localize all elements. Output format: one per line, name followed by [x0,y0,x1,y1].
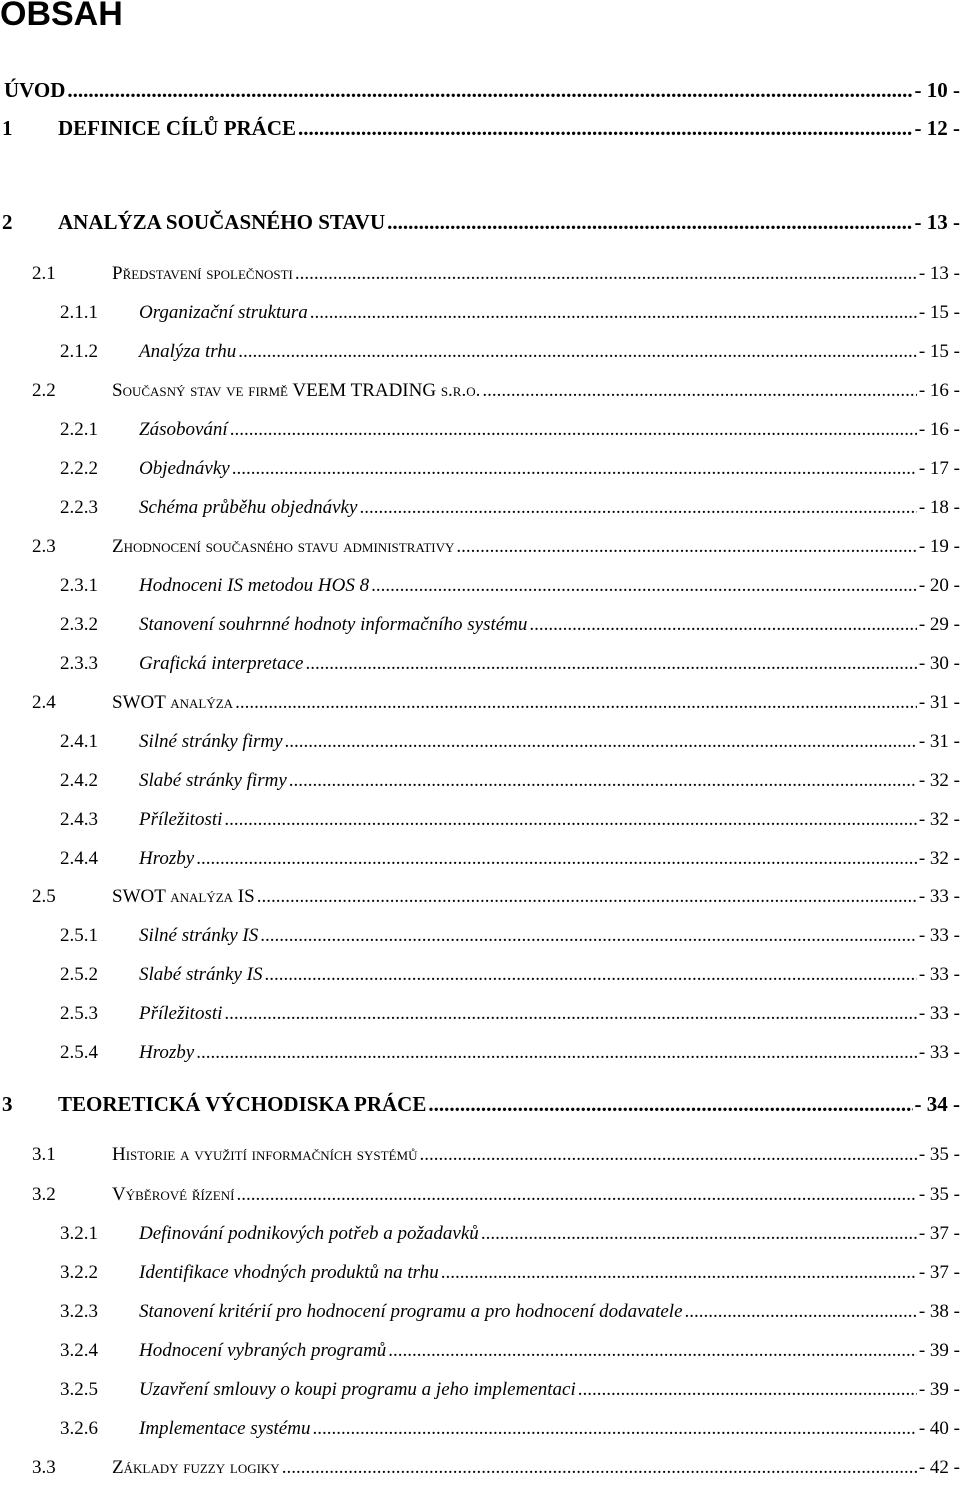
toc-entry-title: SWOT analýza IS [112,886,255,907]
toc-entry[interactable] [0,614,960,644]
toc-entry-page: - 37 - [918,1262,960,1283]
toc-entry[interactable] [0,1418,960,1448]
toc-entry-title: Objednávky [139,458,230,479]
toc-entry-page: - 33 - [918,1003,960,1024]
toc-entry-number: 2.1.1 [60,302,98,323]
toc-entry-line [139,770,960,792]
toc-entry-title: Silné stránky firmy [139,731,283,752]
toc-entry-title: Výběrové řízení [112,1184,235,1205]
toc-entry[interactable] [0,1457,960,1487]
toc-entry-line [112,1184,960,1206]
toc-entry-number: 2.2.2 [60,458,98,479]
toc-entry[interactable] [0,380,960,410]
toc-entry-number: 3.2.5 [60,1379,98,1400]
toc-entry[interactable] [0,263,960,293]
toc-entry-number: 2.5.3 [60,1003,98,1024]
toc-entry-page: - 37 - [918,1223,960,1244]
toc-entry-number: 3.2 [32,1184,56,1205]
toc-entry-page: - 34 - [914,1092,960,1116]
toc-entry[interactable] [0,341,960,371]
toc-entry-number: 3.2.1 [60,1223,98,1244]
toc-entry-title: Příležitosti [139,809,223,830]
toc-entry-line [58,1092,960,1117]
toc-entry-title: Stanovení kritérií pro hodnocení programu a pro hodnocení dodavatele [139,1301,683,1322]
toc-entry-title: Historie a využití informačních systémů [112,1144,418,1165]
dot-leader [456,536,916,558]
toc-entry-page: - 15 - [918,302,960,323]
dot-leader [196,1042,917,1064]
toc-entry-page: - 13 - [914,210,960,234]
toc-entry[interactable] [0,809,960,839]
toc-entry-page: - 32 - [918,809,960,830]
dot-leader [295,263,917,285]
dot-leader [224,809,916,831]
toc-entry-line [139,419,960,441]
toc-entry-line [139,1262,960,1284]
toc-entry-title: Organizační struktura [139,302,308,323]
dot-leader [388,1340,917,1362]
toc-entry[interactable] [0,1340,960,1370]
dot-leader [310,302,917,324]
toc-entry-line [139,1340,960,1362]
toc-entry-title: Schéma průběhu objednávky [139,497,358,518]
dot-leader [387,210,912,235]
toc-entry-line [139,575,960,597]
toc-entry-title: Silné stránky IS [139,925,259,946]
toc-entry-title: Základy fuzzy logiky [112,1457,280,1478]
toc-entry[interactable] [0,731,960,761]
toc-entry-page: - 16 - [918,380,960,401]
toc-entry-line [139,1042,960,1064]
toc-entry-number: 2.5 [32,886,56,907]
toc-entry-page: - 31 - [918,692,960,713]
toc-entry-title: Hodnoceni IS metodou HOS 8 [139,575,370,596]
toc-entry[interactable] [0,302,960,332]
toc-entry-number: 2.2.1 [60,419,98,440]
toc-entry[interactable] [0,1262,960,1292]
dot-leader [282,1457,917,1479]
toc-entry[interactable] [0,116,960,146]
toc-entry-page: - 33 - [918,964,960,985]
toc-entry-page: - 38 - [918,1301,960,1322]
toc-entry-number: 3 [2,1092,13,1116]
toc-entry-line [58,116,960,141]
dot-leader [238,341,917,363]
toc-entry-page: - 13 - [918,263,960,284]
toc-entry[interactable] [0,78,960,108]
toc-entry[interactable] [0,1301,960,1331]
toc-entry[interactable] [0,1003,960,1033]
toc-entry-number: 2.5.2 [60,964,98,985]
toc-entry[interactable] [0,536,960,566]
toc-entry-line [112,692,960,714]
toc-entry-line [139,925,960,947]
toc-entry-number: 2.5.4 [60,1042,98,1063]
dot-leader [67,78,912,103]
toc-entry-number: 2.4.3 [60,809,98,830]
toc-entry-title: Implementace systému [139,1418,311,1439]
toc-entry-title: Uzavření smlouvy o koupi programu a jeho implementaci [139,1379,576,1400]
toc-entry-page: - 32 - [918,770,960,791]
toc-entry-page: - 12 - [914,116,960,140]
dot-leader [371,575,917,597]
toc-entry-title: ANALÝZA SOUČASNÉHO STAVU [58,210,386,234]
toc-entry-line [112,1457,960,1479]
toc-entry-number: 3.2.3 [60,1301,98,1322]
toc-entry-page: - 18 - [918,497,960,518]
dot-leader [420,1144,917,1166]
toc-entry-line [139,1223,960,1245]
toc-entry-page: - 33 - [918,886,960,907]
dot-leader [264,964,916,986]
toc-entry-title: Grafická interpretace [139,653,304,674]
dot-leader [224,1003,916,1025]
toc-entry-title: Zásobování [139,419,228,440]
dot-leader [260,925,917,947]
dot-leader [235,692,917,714]
toc-entry[interactable] [0,925,960,955]
toc-entry[interactable] [0,1223,960,1253]
toc-entry-line [112,380,960,402]
toc-entry-number: 2.5.1 [60,925,98,946]
page-title: OBSAH [0,0,123,33]
toc-entry-title: Současný stav ve firmě VEEM TRADING s.r.o. [112,380,481,401]
toc-entry-page: - 33 - [918,1042,960,1063]
dot-leader [578,1379,917,1401]
toc-entry-title: Zhodnocení současného stavu administrativy [112,536,455,557]
toc-entry-number: 2.3 [32,536,56,557]
toc-entry-number: 2.3.1 [60,575,98,596]
toc-entry-title: Identifikace vhodných produktů na trhu [139,1262,439,1283]
toc-entry-number: 3.2.6 [60,1418,98,1439]
toc-entry-line [139,1301,960,1323]
toc-entry-page: - 39 - [918,1340,960,1361]
toc-entry-line [112,1144,960,1166]
toc-entry-title: Slabé stránky IS [139,964,263,985]
dot-leader [428,1092,912,1117]
toc-entry-line [139,653,960,675]
toc-entry-title: DEFINICE CÍLŮ PRÁCE [58,116,297,140]
toc-entry-number: 2.1.2 [60,341,98,362]
toc-entry-number: 3.1 [32,1144,56,1165]
toc-entry-page: - 42 - [918,1457,960,1478]
toc-entry-line [4,78,960,103]
toc-entry-number: 2 [2,210,13,234]
toc-entry-number: 1 [2,116,13,140]
toc-entry-title: Hodnocení vybraných programů [139,1340,387,1361]
toc-entry[interactable] [0,419,960,449]
toc-entry-title: Hrozby [139,848,195,869]
toc-entry-title: Stanovení souhrnné hodnoty informačního systému [139,614,528,635]
toc-entry-number: 2.4.4 [60,848,98,869]
dot-leader [359,497,916,519]
toc-entry-title: Slabé stránky firmy [139,770,287,791]
toc-entry-page: - 32 - [918,848,960,869]
toc-entry-title: Analýza trhu [139,341,237,362]
toc-entry[interactable] [0,497,960,527]
toc-entry-page: - 17 - [918,458,960,479]
toc-entry-number: 3.2.2 [60,1262,98,1283]
toc-entry[interactable] [0,1042,960,1072]
toc-entry-line [139,341,960,363]
toc-entry[interactable] [0,770,960,800]
toc-entry-number: 2.4.2 [60,770,98,791]
toc-entry-page: - 19 - [918,536,960,557]
toc-entry-title: Představení společnosti [112,263,293,284]
toc-entry-line [139,1003,960,1025]
toc-entry-title: TEORETICKÁ VÝCHODISKA PRÁCE [58,1092,427,1116]
toc-entry-number: 2.4 [32,692,56,713]
dot-leader [285,731,917,753]
dot-leader [230,419,917,441]
toc-entry-number: 2.3.2 [60,614,98,635]
toc-entry-line [139,458,960,480]
toc-entry-line [139,731,960,753]
dot-leader [232,458,917,480]
dot-leader [196,848,917,870]
toc-entry-page: - 31 - [918,731,960,752]
toc-entry-line [139,614,960,636]
dot-leader [529,614,916,636]
toc-entry[interactable] [0,848,960,878]
toc-entry-title: Příležitosti [139,1003,223,1024]
toc-entry-line [139,497,960,519]
toc-entry-page: - 39 - [918,1379,960,1400]
toc-entry[interactable] [0,210,960,240]
toc-entry-line [112,536,960,558]
dot-leader [289,770,917,792]
toc-entry-page: - 16 - [918,419,960,440]
toc-entry[interactable] [0,1184,960,1214]
toc-entry-page: - 29 - [918,614,960,635]
dot-leader [257,886,917,908]
toc-entry[interactable] [0,964,960,994]
toc-entry-title: ÚVOD [4,78,66,102]
toc-entry-page: - 35 - [918,1184,960,1205]
toc-entry-line [139,964,960,986]
dot-leader [441,1262,917,1284]
toc-entry-title: SWOT analýza [112,692,234,713]
toc-entry-line [139,1379,960,1401]
dot-leader [482,380,916,402]
dot-leader [298,116,912,141]
toc-entry-title: Definování podnikových potřeb a požadavků [139,1223,479,1244]
toc-entry-number: 2.2.3 [60,497,98,518]
toc-entry-page: - 15 - [918,341,960,362]
toc-entry-page: - 30 - [918,653,960,674]
toc-entry-title: Hrozby [139,1042,195,1063]
toc-entry-page: - 20 - [918,575,960,596]
toc-entry-line [139,1418,960,1440]
toc-entry[interactable] [0,886,960,916]
toc-entry-line [139,809,960,831]
toc-entry-page: - 33 - [918,925,960,946]
toc-entry-page: - 40 - [918,1418,960,1439]
toc-entry-page: - 10 - [914,78,960,102]
toc-entry[interactable] [0,1092,960,1122]
toc-entry-line [112,263,960,285]
toc-entry-line [139,302,960,324]
dot-leader [236,1184,916,1206]
toc-entry[interactable] [0,575,960,605]
toc-entry[interactable] [0,653,960,683]
toc-entry-number: 2.2 [32,380,56,401]
dot-leader [312,1418,916,1440]
toc-entry[interactable] [0,458,960,488]
toc-entry[interactable] [0,692,960,722]
toc-entry-number: 2.3.3 [60,653,98,674]
dot-leader [685,1301,917,1323]
toc-entry-number: 2.4.1 [60,731,98,752]
toc-entry[interactable] [0,1144,960,1174]
toc-entry[interactable] [0,1379,960,1409]
toc-entry-page: - 35 - [918,1144,960,1165]
dot-leader [305,653,916,675]
toc-entry-line [58,210,960,235]
toc-entry-line [139,848,960,870]
toc-entry-number: 3.2.4 [60,1340,98,1361]
toc-entry-number: 3.3 [32,1457,56,1478]
dot-leader [481,1223,917,1245]
toc-entry-number: 2.1 [32,263,56,284]
toc-entry-line [112,886,960,908]
